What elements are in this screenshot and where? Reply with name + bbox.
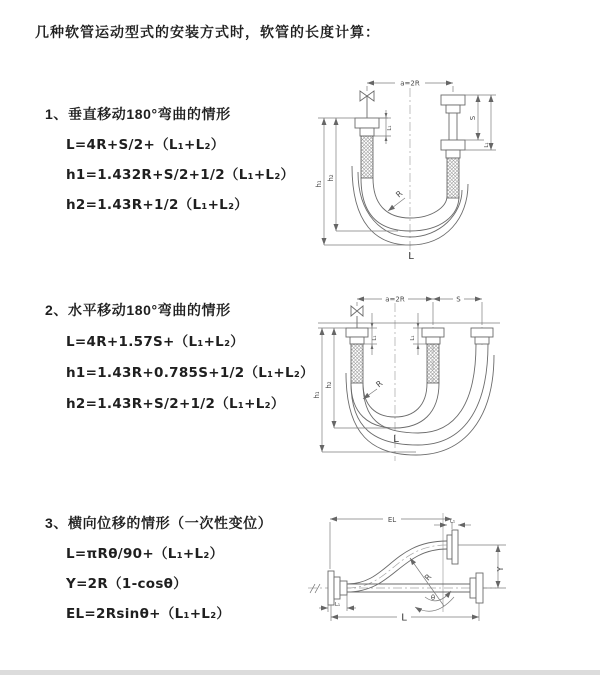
dimension-lines bbox=[318, 83, 496, 245]
right-flange bbox=[471, 328, 493, 337]
dim-label-h2: h₂ bbox=[327, 174, 335, 182]
dim-label-l1-right: L₁ bbox=[484, 142, 490, 148]
dim-label-el: EL bbox=[387, 516, 397, 524]
dim-label-l1-mid: L₁ bbox=[410, 335, 416, 341]
dim-label-radius: R bbox=[422, 572, 434, 583]
section-2-heading: 2、水平移动180°弯曲的情形 bbox=[45, 302, 231, 318]
dim-label-l1-left: L₁ bbox=[372, 335, 378, 341]
dim-label-theta: θ bbox=[430, 594, 436, 602]
dim-label-h1: h₁ bbox=[313, 391, 321, 399]
dim-label-radius: R bbox=[374, 378, 385, 390]
section-2-formula-L: L=4R+1.57S+（L₁+L₂） bbox=[66, 334, 245, 350]
section-3-formula-EL: EL=2Rsinθ+（L₁+L₂） bbox=[66, 606, 231, 622]
section-2-formula-h1: h1=1.43R+0.785S+1/2（L₁+L₂） bbox=[66, 365, 314, 381]
dim-label-span: a=2R bbox=[400, 79, 420, 88]
dim-label-radius: R bbox=[394, 188, 405, 200]
section-1-formula-L: L=4R+S/2+（L₁+L₂） bbox=[66, 137, 225, 153]
radius-leader bbox=[410, 558, 444, 606]
hose-arc-outer-moved bbox=[351, 344, 488, 445]
upper-right-flange bbox=[447, 535, 452, 559]
dim-label-l1-left: L₁ bbox=[334, 602, 341, 608]
diagram-horizontal-180-bend bbox=[310, 283, 600, 468]
upper-hose-wall bbox=[347, 549, 447, 592]
section-2-formula-h2: h2=1.43R+S/2+1/2（L₁+L₂） bbox=[66, 396, 285, 412]
middle-flange bbox=[422, 328, 444, 337]
dimension-lines bbox=[319, 519, 506, 621]
pipe-break-mark bbox=[310, 584, 320, 593]
left-hose-braid bbox=[351, 344, 363, 383]
dim-label-y: Y bbox=[496, 566, 505, 572]
scan-edge bbox=[0, 670, 600, 675]
left-flange bbox=[328, 571, 334, 605]
hose-drawing bbox=[310, 530, 483, 605]
right-flange-bottom bbox=[441, 140, 465, 150]
dim-label-span: a=2R bbox=[385, 295, 405, 304]
section-3-formula-L: L=πRθ/90+（L₁+L₂） bbox=[66, 546, 224, 562]
radius-leader bbox=[388, 198, 405, 211]
valve-icon bbox=[351, 306, 363, 316]
section-3-formula-Y: Y=2R（1-cosθ） bbox=[66, 576, 188, 592]
dim-label-shift: S bbox=[456, 295, 461, 304]
diagram-lateral-displacement bbox=[300, 505, 600, 645]
section-1-formula-h2: h2=1.43R+1/2（L₁+L₂） bbox=[66, 197, 249, 213]
angle-arc bbox=[425, 591, 451, 601]
dim-label-length: L bbox=[393, 434, 399, 445]
diagram-vertical-180-bend bbox=[310, 66, 595, 266]
hose-arc-outermost-moved bbox=[346, 355, 494, 455]
left-flange bbox=[355, 118, 379, 128]
dim-label-length: L bbox=[408, 251, 414, 262]
radius-leader bbox=[363, 389, 377, 399]
dim-label-h2: h₂ bbox=[325, 381, 333, 389]
right-flange-top bbox=[441, 95, 465, 105]
dim-label-length: L bbox=[401, 612, 407, 624]
section-1-formula-h1: h1=1.432R+S/2+1/2（L₁+L₂） bbox=[66, 167, 295, 183]
dim-label-s: S bbox=[469, 115, 477, 121]
left-flange bbox=[346, 328, 368, 337]
hose-drawing bbox=[346, 306, 494, 455]
lower-right-flange bbox=[470, 578, 476, 598]
dim-label-l1-left: L₁ bbox=[387, 125, 393, 131]
page-title: 几种软管运动型式的安装方式时，软管的长度计算： bbox=[35, 24, 380, 40]
section-3-heading: 3、横向位移的情形（一次性变位） bbox=[45, 515, 273, 531]
right-hose-braid bbox=[447, 158, 459, 198]
middle-hose-braid bbox=[427, 344, 439, 383]
dim-label-h1: h₁ bbox=[315, 180, 323, 188]
section-1-heading: 1、垂直移动180°弯曲的情形 bbox=[45, 106, 231, 122]
left-hose-braid bbox=[361, 136, 373, 178]
dim-label-l1-top: L₁ bbox=[449, 518, 456, 525]
